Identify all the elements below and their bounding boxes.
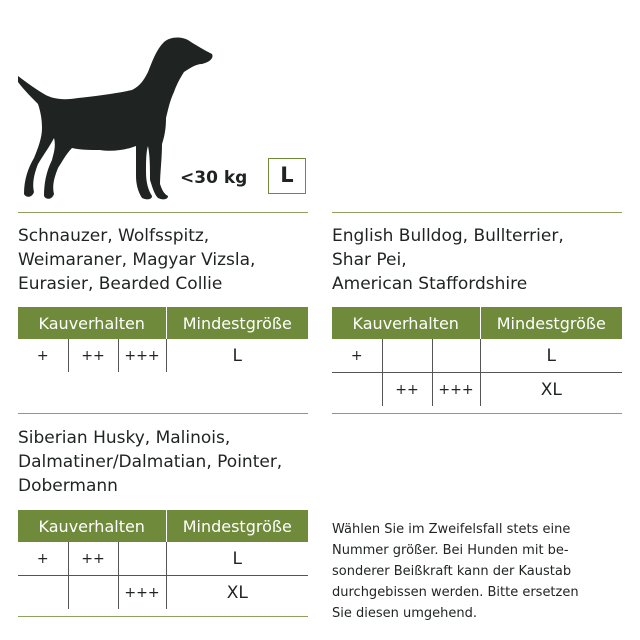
chewing-table — [18, 307, 308, 372]
section-divider — [18, 413, 308, 414]
chew-level-cell: ++ — [68, 542, 118, 576]
min-size-cell: L — [166, 339, 308, 372]
header-mindestgroesse: Mindestgröße — [480, 307, 622, 339]
chew-level-cell — [382, 339, 432, 373]
weight-label: <30 kg — [180, 168, 248, 188]
breed-line: Weimaraner, Magyar Vizsla, — [18, 250, 256, 270]
size-badge: L — [268, 158, 306, 194]
chew-level-cell: + — [36, 550, 49, 567]
note-line: sonderer Beißkraft kann der Kaustab — [332, 564, 572, 579]
note-line: Nummer größer. Bei Hunden mit be- — [332, 543, 569, 558]
breed-line: Schnauzer, Wolfsspitz, — [18, 226, 210, 246]
advice-note — [332, 519, 622, 624]
header-mindestgroesse: Mindestgröße — [166, 307, 308, 339]
chew-level-cell: ++ — [382, 373, 432, 407]
section-divider — [18, 212, 308, 213]
chew-level-cell — [332, 373, 382, 407]
breed-list — [18, 224, 255, 296]
chew-level-cell — [118, 542, 166, 576]
breed-line: Shar Pei, — [332, 250, 407, 270]
breed-line: Siberian Husky, Malinois, — [18, 428, 231, 448]
chew-level-cell: +++ — [118, 339, 166, 372]
note-line: durchgebissen werden. Bitte ersetzen — [332, 585, 579, 600]
chew-level-cell: +++ — [432, 373, 480, 407]
chew-level-cell — [432, 339, 480, 373]
breed-line: Dalmatiner/Dalmatian, Pointer, — [18, 452, 283, 472]
breed-line: Dobermann — [18, 476, 118, 496]
section-divider — [18, 616, 308, 617]
header-kauverhalten: Kauverhalten — [18, 307, 166, 339]
min-size-cell: L — [166, 542, 308, 576]
table-row — [332, 339, 622, 373]
note-line: Sie diesen umgehend. — [332, 606, 478, 621]
breed-line: English Bulldog, Bullterrier, — [332, 226, 564, 246]
min-size-cell: L — [480, 339, 622, 373]
chew-level-cell — [18, 576, 68, 610]
chew-level-cell — [68, 576, 118, 610]
header-kauverhalten: Kauverhalten — [332, 307, 480, 339]
breed-list — [18, 426, 282, 498]
breed-list — [332, 224, 564, 296]
chew-level-cell: ++ — [68, 339, 118, 372]
breed-line: American Staffordshire — [332, 274, 528, 294]
section-divider — [332, 413, 622, 414]
table-row — [18, 576, 308, 610]
chew-level-cell: +++ — [118, 576, 166, 610]
breed-line: Eurasier, Bearded Collie — [18, 274, 223, 294]
table-row — [18, 339, 308, 372]
min-size-cell: XL — [480, 373, 622, 407]
note-line: Wählen Sie im Zweifelsfall stets eine — [332, 522, 571, 537]
chew-level-cell: + — [350, 347, 363, 364]
chewing-table — [332, 307, 622, 406]
table-row — [18, 542, 308, 576]
chew-level-cell: + — [36, 347, 49, 364]
header-kauverhalten: Kauverhalten — [18, 510, 166, 542]
table-row — [332, 373, 622, 407]
section-divider — [332, 212, 622, 213]
header-mindestgroesse: Mindestgröße — [166, 510, 308, 542]
min-size-cell: XL — [166, 576, 308, 610]
chewing-table — [18, 510, 308, 609]
